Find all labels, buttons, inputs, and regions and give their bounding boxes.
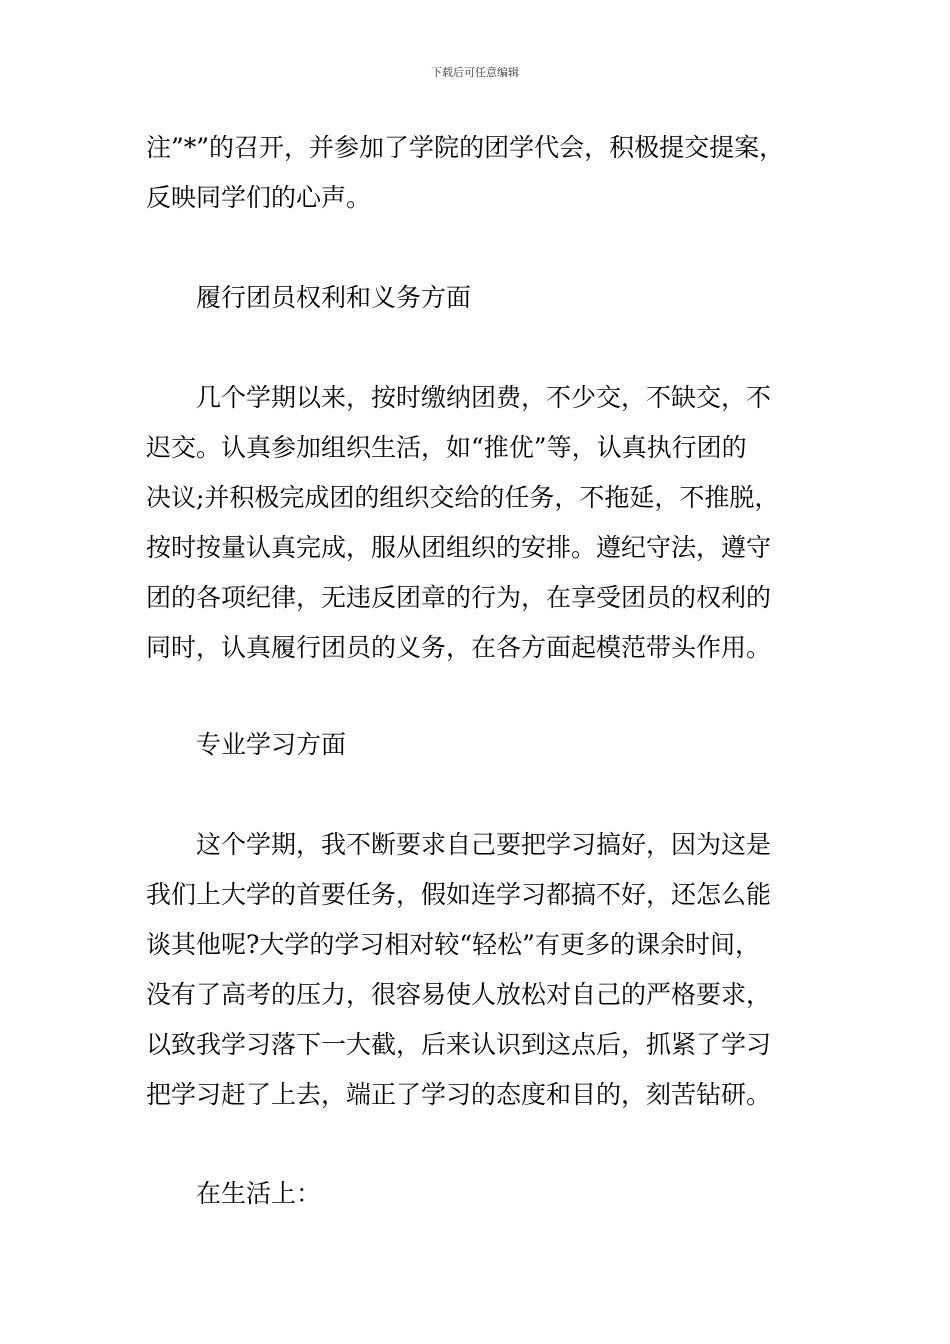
text-line: 以致我学习落下一大截，后来认识到这点后，抓紧了学习	[146, 1030, 772, 1059]
paragraph-duties	[146, 373, 810, 673]
text-line: 按时按量认真完成，服从团组织的安排。遵纪守法，遵守	[146, 533, 772, 562]
text-line: 谈其他呢?大学的学习相对较“轻松”有更多的课余时间，	[146, 930, 760, 959]
text-line: 把学习赶了上去，端正了学习的态度和目的，刻苦钻研。	[146, 1080, 772, 1109]
text-line: 迟交。认真参加组织生活，如“推优”等，认真执行团的	[146, 433, 747, 462]
text-line: 我们上大学的首要任务，假如连学习都搞不好，还怎么能	[146, 880, 772, 909]
section-heading-study: 专业学习方面	[196, 730, 347, 759]
header-note: 下载后可任意编辑	[431, 66, 519, 79]
paragraph-study	[146, 820, 810, 1120]
text-line: 几个学期以来，按时缴纳团费，不少交，不缺交，不	[196, 383, 772, 412]
text-line: 注”*”的召开，并参加了学院的团学代会，积极提交提案，	[146, 133, 785, 162]
text-line: 没有了高考的压力，很容易使人放松对自己的严格要求，	[146, 980, 772, 1009]
text-line: 同时，认真履行团员的义务，在各方面起模范带头作用。	[146, 633, 772, 662]
section-heading-life: 在生活上：	[196, 1179, 322, 1208]
text-line: 反映同学们的心声。	[146, 183, 372, 212]
text-line: 团的各项纪律，无违反团章的行为，在享受团员的权利的	[146, 583, 772, 612]
text-line: 这个学期，我不断要求自己要把学习搞好，因为这是	[196, 830, 772, 859]
section-heading-duties: 履行团员权利和义务方面	[196, 283, 472, 312]
text-line: 决议;并积极完成团的组织交给的任务，不拖延，不推脱，	[146, 483, 780, 512]
paragraph-continuation	[146, 123, 810, 223]
